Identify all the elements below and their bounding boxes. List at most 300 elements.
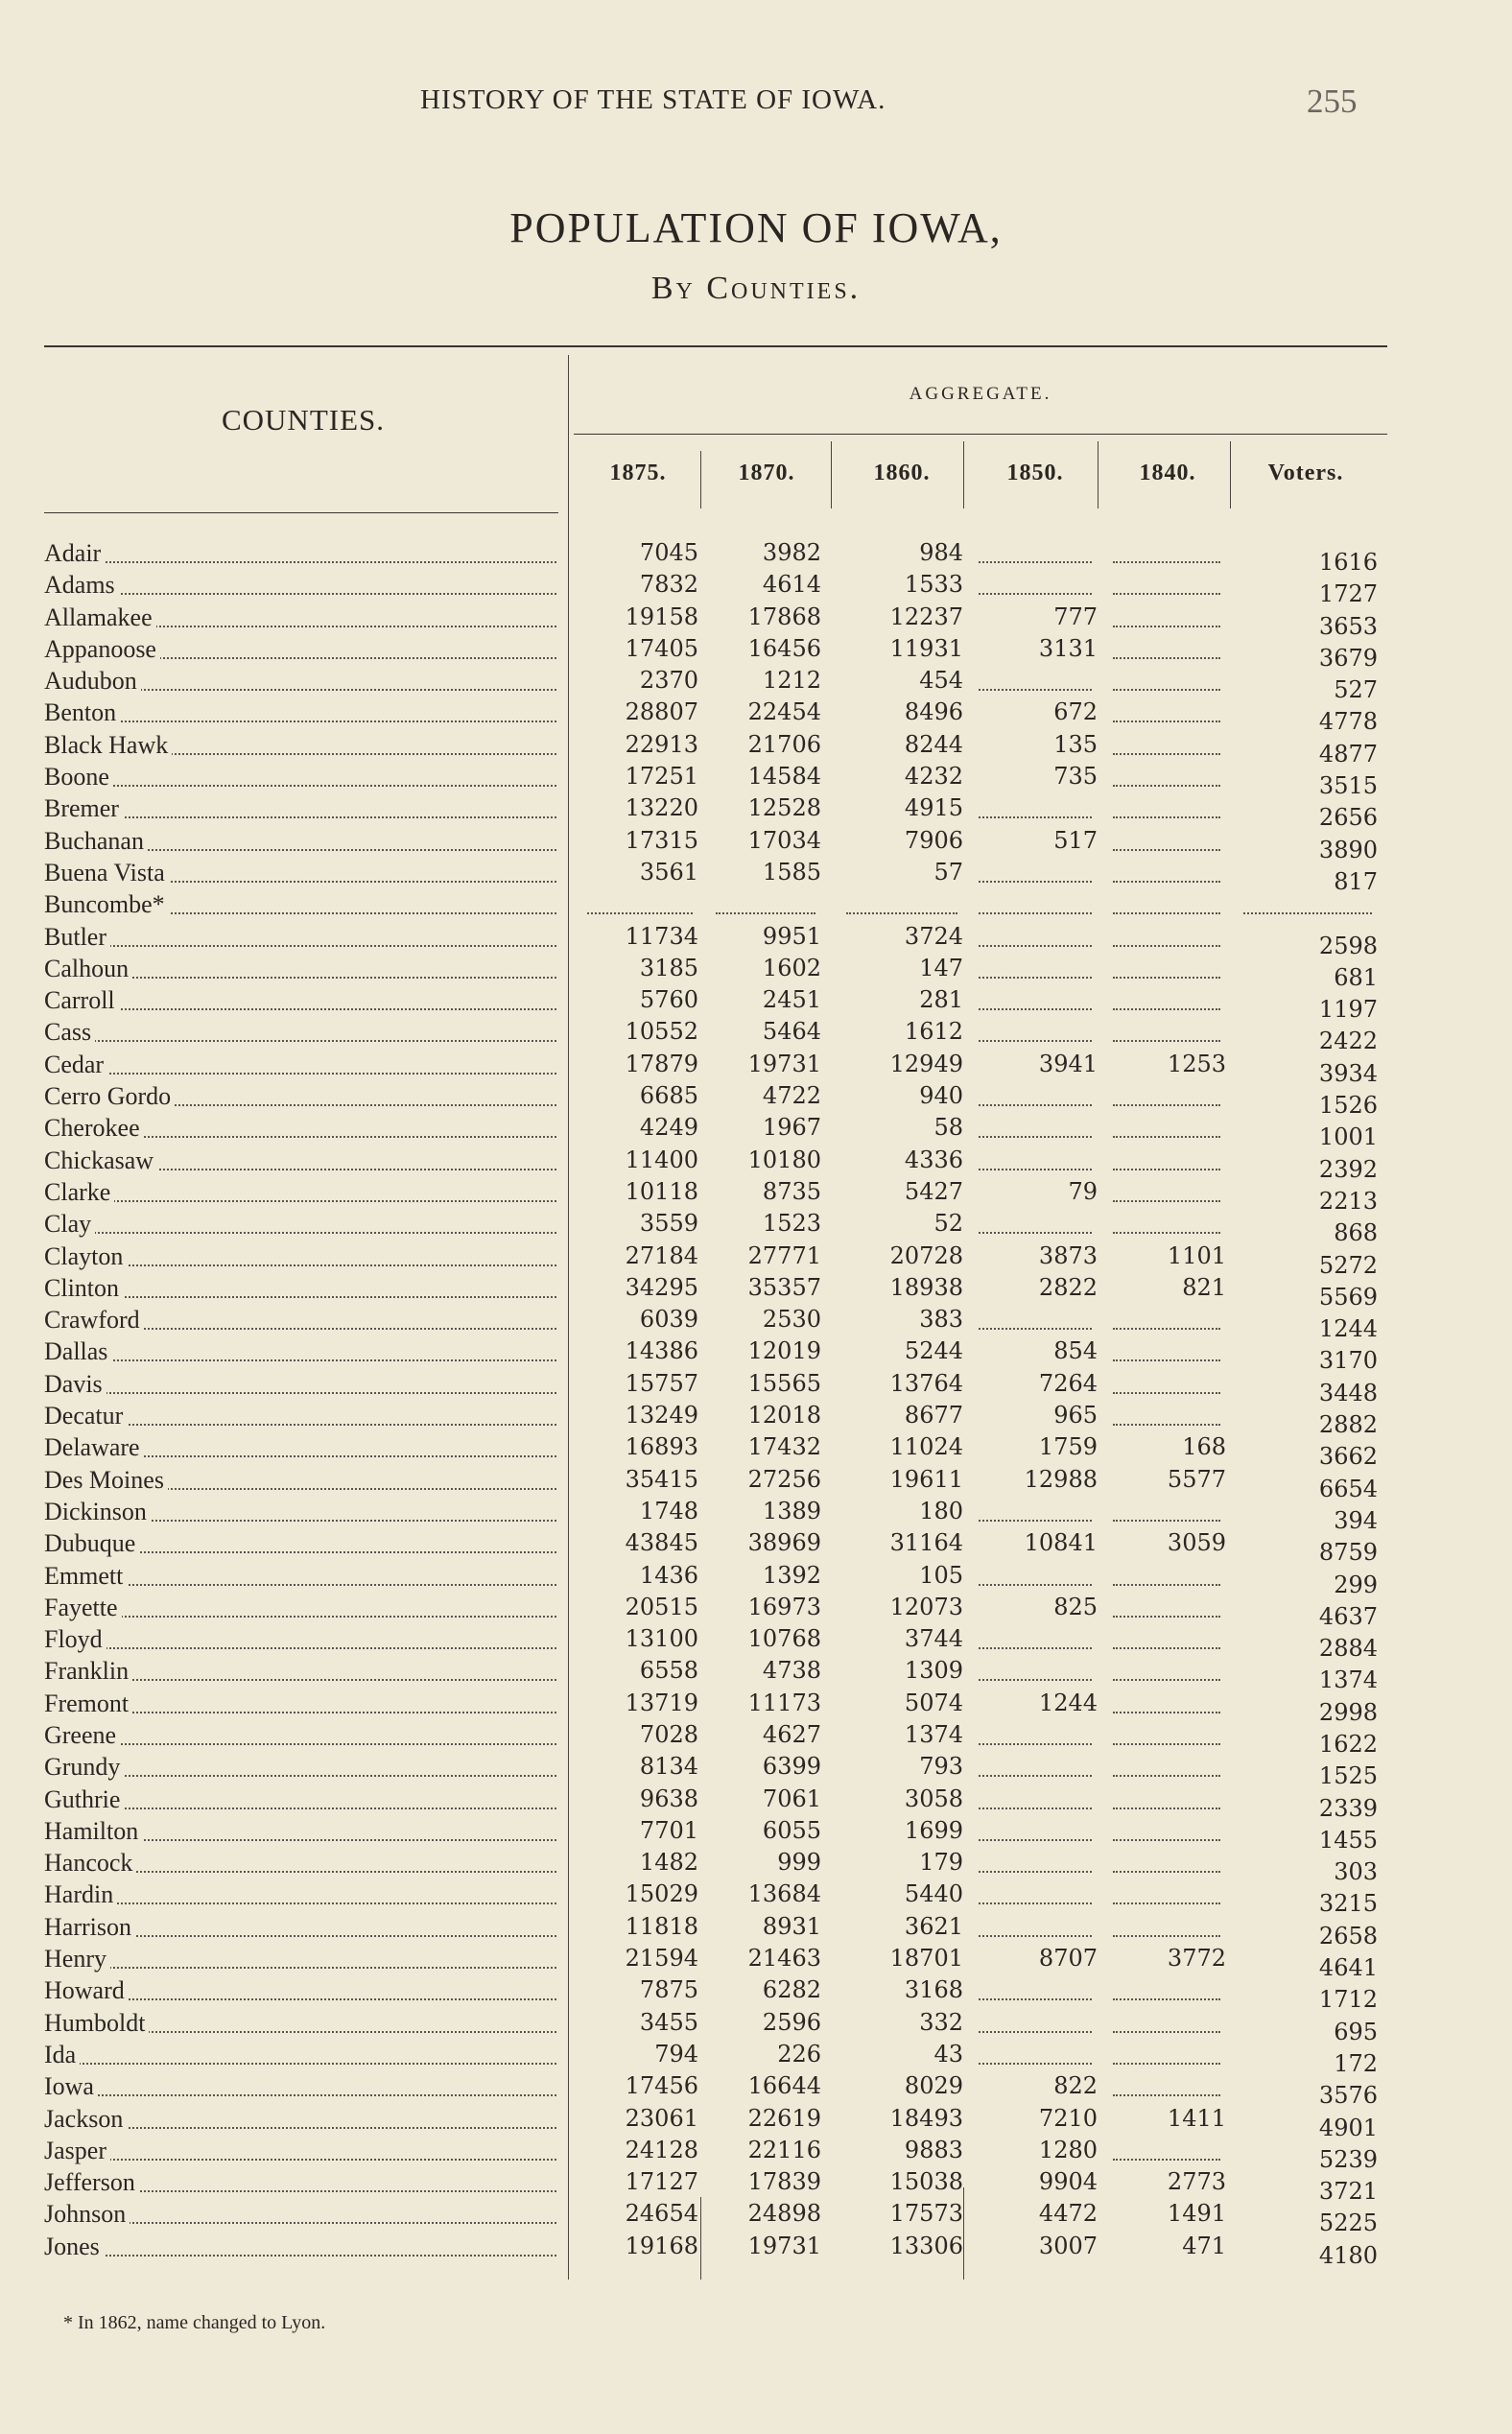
county-cell: [44, 1753, 562, 1784]
cell-voters: 1616: [1318, 549, 1378, 576]
cell-1870: 19731: [747, 1050, 821, 1077]
cell-1860: 1374: [904, 1720, 963, 1748]
cell-1860: 18493: [889, 2104, 963, 2132]
cell-1850: 135: [1053, 730, 1098, 758]
cell-1840-dotted-leader: [1103, 2009, 1226, 2041]
cell-1850-dotted-leader: [969, 794, 1098, 826]
column-divider: [1230, 441, 1231, 508]
cell-1870: 7061: [762, 1784, 821, 1812]
cell-1870: 16644: [747, 2072, 821, 2100]
county-cell: [44, 1178, 562, 1210]
cell-1875: 1748: [639, 1497, 698, 1524]
county-name: Hardin: [44, 1880, 117, 1908]
table-row: [44, 1497, 1387, 1534]
county-name: Greene: [44, 1721, 120, 1749]
table-row: [44, 667, 1387, 704]
column-header-1850: 1850.: [1006, 461, 1064, 485]
table-row: [44, 1561, 1387, 1598]
county-cell: [44, 2137, 562, 2168]
table-row: [44, 1976, 1387, 2014]
county-cell: [44, 1657, 562, 1689]
county-cell: [44, 1210, 562, 1241]
cell-1870: 35357: [747, 1273, 821, 1301]
table-row: [44, 2168, 1387, 2206]
table-row: [44, 1753, 1387, 1790]
table-row: [44, 2200, 1387, 2237]
cell-1870: 1392: [762, 1561, 821, 1589]
table-row: [44, 1720, 1387, 1758]
cell-1875: 3559: [639, 1210, 698, 1238]
cell-1870: 226: [777, 2040, 821, 2068]
cell-1860: 984: [919, 539, 963, 566]
cell-voters: 2422: [1318, 1028, 1378, 1055]
county-name: Johnson: [44, 2200, 130, 2228]
cell-1860: 31164: [889, 1529, 963, 1557]
cell-1870: 1585: [762, 858, 821, 886]
county-cell: [44, 955, 562, 986]
cell-1875: 16893: [625, 1433, 698, 1461]
cell-1850: 672: [1053, 698, 1098, 726]
aggregate-rule: [574, 434, 1387, 435]
table-row: [44, 1273, 1387, 1311]
county-name: Hamilton: [44, 1817, 142, 1845]
table-row: [44, 2008, 1387, 2045]
county-name: Buena Vista: [44, 859, 169, 886]
cell-1850-dotted-leader: [969, 1785, 1098, 1817]
cell-voters: 394: [1334, 1506, 1378, 1534]
cell-1850: 4472: [1038, 2200, 1098, 2228]
county-cell: [44, 1913, 562, 1945]
county-name: Howard: [44, 1976, 129, 2004]
county-name: Guthrie: [44, 1785, 124, 1813]
table-row: [44, 1625, 1387, 1663]
county-cell: [44, 1976, 562, 2008]
cell-1860: 18938: [889, 1273, 963, 1301]
cell-voters: 3890: [1318, 836, 1378, 863]
county-cell: [44, 1242, 562, 1274]
table-row: [44, 634, 1387, 672]
county-cell: [44, 2233, 562, 2264]
cell-1840-dotted-leader: [1103, 603, 1226, 635]
cell-1875: 17251: [625, 763, 698, 791]
cell-1850: 3941: [1038, 1050, 1098, 1077]
cell-1875: 24654: [625, 2200, 698, 2228]
county-name: Des Moines: [44, 1466, 168, 1494]
cell-1840: 1491: [1167, 2200, 1226, 2228]
cell-1860: 11931: [889, 634, 963, 662]
cell-1850: 7210: [1038, 2104, 1098, 2132]
cell-voters: 3215: [1318, 1890, 1378, 1918]
cell-1860: 5427: [904, 1177, 963, 1205]
table-row: [44, 1050, 1387, 1087]
table-row: [44, 2104, 1387, 2141]
county-cell: [44, 2200, 562, 2232]
cell-1860: 18701: [889, 1945, 963, 1973]
cell-1840-dotted-leader: [1103, 635, 1226, 667]
cell-1840-dotted-leader: [1103, 986, 1226, 1018]
county-cell: [44, 635, 562, 667]
cell-1870: 13684: [747, 1880, 821, 1908]
county-cell: [44, 539, 562, 571]
cell-1850: 777: [1053, 603, 1098, 630]
county-cell: [44, 2009, 562, 2041]
cell-1850: 3131: [1038, 634, 1098, 662]
cell-voters: 3679: [1318, 644, 1378, 672]
county-name: Allamakee: [44, 603, 156, 631]
cell-1875: 22913: [625, 730, 698, 758]
cell-1850: 79: [1068, 1177, 1098, 1205]
cell-1850-dotted-leader: [969, 1146, 1098, 1178]
cell-1840-dotted-leader: [1103, 763, 1226, 794]
table-row: [44, 1880, 1387, 1918]
county-cell: [44, 1562, 562, 1594]
cell-1850-dotted-leader: [969, 1913, 1098, 1945]
cell-1870: 10180: [747, 1146, 821, 1173]
county-name: Adams: [44, 571, 119, 599]
cell-1875: 43845: [625, 1529, 698, 1557]
county-name: Adair: [44, 539, 105, 567]
cell-1875: 3561: [639, 858, 698, 886]
cell-1860: 147: [919, 954, 963, 981]
cell-1870: 9951: [762, 922, 821, 950]
cell-1840: 3772: [1167, 1945, 1226, 1973]
cell-1840-dotted-leader: [1103, 1721, 1226, 1753]
cell-1850-dotted-leader: [969, 1753, 1098, 1784]
cell-voters: 2392: [1318, 1155, 1378, 1183]
cell-voters: 1001: [1318, 1123, 1378, 1151]
county-name: Decatur: [44, 1402, 127, 1430]
table-row: [44, 1593, 1387, 1630]
cell-1875: 10552: [625, 1018, 698, 1046]
county-cell: [44, 1785, 562, 1817]
cell-voters: 681: [1334, 963, 1378, 991]
cell-1860: 332: [919, 2008, 963, 2036]
county-cell: [44, 1466, 562, 1498]
cell-1860: 8244: [904, 730, 963, 758]
cell-1850: 1280: [1038, 2136, 1098, 2163]
cell-1860: 1699: [904, 1816, 963, 1844]
cell-1850: 3007: [1038, 2232, 1098, 2259]
county-cell: [44, 1721, 562, 1753]
cell-1870: 8735: [762, 1177, 821, 1205]
county-name: Jackson: [44, 2105, 127, 2133]
table-row: [44, 1146, 1387, 1183]
table-row: [44, 1784, 1387, 1822]
county-name: Clayton: [44, 1242, 127, 1270]
county-cell: [44, 890, 562, 922]
column-header-1875: 1875.: [609, 461, 667, 485]
cell-1840-dotted-leader: [1103, 1562, 1226, 1594]
cell-1875: 13100: [625, 1625, 698, 1653]
cell-1850-dotted-leader: [969, 890, 1098, 922]
table-row: [44, 954, 1387, 991]
county-name: Emmett: [44, 1562, 127, 1590]
column-header-1840: 1840.: [1139, 461, 1196, 485]
cell-1850: 965: [1053, 1402, 1098, 1430]
cell-1870: 10768: [747, 1625, 821, 1653]
page-subtitle: By Counties.: [650, 271, 862, 306]
county-cell: [44, 1817, 562, 1849]
cell-1840-dotted-leader: [1103, 1849, 1226, 1880]
county-name: Ida: [44, 2041, 80, 2068]
cell-1875: 28807: [625, 698, 698, 726]
county-name: Audubon: [44, 667, 141, 695]
cell-1870: 1967: [762, 1114, 821, 1142]
cell-1840-dotted-leader: [1103, 1337, 1226, 1369]
cell-1850-dotted-leader: [969, 1849, 1098, 1880]
cell-1870: 4722: [762, 1082, 821, 1110]
cell-1840: 1253: [1167, 1050, 1226, 1077]
cell-1850: 10841: [1024, 1529, 1098, 1557]
cell-1840-dotted-leader: [1103, 1082, 1226, 1114]
cell-voters: 4637: [1318, 1602, 1378, 1630]
county-cell: [44, 1402, 562, 1433]
cell-1860: 3621: [904, 1912, 963, 1940]
cell-1860: 3744: [904, 1625, 963, 1653]
cell-1840-dotted-leader: [1103, 731, 1226, 763]
cell-1870: 19731: [747, 2232, 821, 2259]
cell-1850: 825: [1053, 1593, 1098, 1620]
table-row: [44, 1816, 1387, 1854]
table-row: [44, 571, 1387, 608]
cell-1840-dotted-leader: [1103, 1498, 1226, 1529]
cell-1875: 7875: [639, 1976, 698, 2004]
cell-1850-dotted-leader: [969, 1210, 1098, 1241]
county-name: Jasper: [44, 2137, 110, 2164]
county-cell: [44, 1594, 562, 1625]
cell-1850-dotted-leader: [969, 923, 1098, 955]
table-row: [44, 2040, 1387, 2077]
county-cell: [44, 859, 562, 890]
cell-1840-dotted-leader: [1103, 1402, 1226, 1433]
cell-1850-dotted-leader: [969, 859, 1098, 890]
cell-1860: 3168: [904, 1976, 963, 2004]
table-row: [44, 1177, 1387, 1215]
table-row: [44, 1306, 1387, 1343]
cell-1875: 7701: [639, 1816, 698, 1844]
table-row: [44, 1433, 1387, 1471]
cell-1875: 1482: [639, 1849, 698, 1877]
cell-1870: 16973: [747, 1593, 821, 1620]
cell-1860: 1612: [904, 1018, 963, 1046]
county-name: Dubuque: [44, 1529, 139, 1557]
cell-1870: 6282: [762, 1976, 821, 2004]
cell-1875: 2370: [639, 667, 698, 695]
table-row: [44, 1689, 1387, 1726]
cell-1860: 5074: [904, 1689, 963, 1716]
table-row: [44, 539, 1387, 576]
cell-1860: 17573: [889, 2200, 963, 2228]
column-divider: [1098, 441, 1099, 508]
county-name: Jones: [44, 2233, 104, 2260]
cell-voters: 2213: [1318, 1187, 1378, 1215]
cell-1840-dotted-leader: [1103, 794, 1226, 826]
cell-1850-dotted-leader: [969, 1880, 1098, 1912]
cell-1840-dotted-leader: [1103, 2041, 1226, 2072]
county-cell: [44, 1880, 562, 1912]
cell-1860: 3724: [904, 922, 963, 950]
column-divider: [831, 441, 832, 508]
cell-1870: 1389: [762, 1497, 821, 1524]
column-header-1870: 1870.: [738, 461, 795, 485]
cell-voters: 6654: [1318, 1475, 1378, 1502]
county-cell: [44, 827, 562, 859]
county-cell: [44, 1433, 562, 1465]
cell-1860: 43: [933, 2040, 963, 2068]
cell-1875: 15757: [625, 1369, 698, 1397]
cell-1860: 13306: [889, 2232, 963, 2259]
cell-1875: 19158: [625, 603, 698, 630]
cell-1840-dotted-leader: [1103, 1625, 1226, 1657]
table-row: [44, 1114, 1387, 1151]
cell-1870: 38969: [747, 1529, 821, 1557]
county-name: Cedar: [44, 1051, 107, 1078]
table-row: [44, 1018, 1387, 1055]
cell-1840-dotted-leader: [1103, 1880, 1226, 1912]
column-divider: [700, 451, 701, 508]
cell-1840-dotted-leader: [1103, 890, 1226, 922]
county-name: Buchanan: [44, 827, 148, 855]
cell-1875: 35415: [625, 1465, 698, 1493]
cell-voters: 2998: [1318, 1698, 1378, 1726]
cell-1875: 4249: [639, 1114, 698, 1142]
cell-voters: 2598: [1318, 932, 1378, 959]
cell-1840-dotted-leader: [1103, 1785, 1226, 1817]
cell-voters: 1455: [1318, 1826, 1378, 1854]
cell-voters: 2884: [1318, 1635, 1378, 1663]
cell-1875: 20515: [625, 1593, 698, 1620]
cell-1875: 11734: [625, 922, 698, 950]
cell-1875: 9638: [639, 1784, 698, 1812]
cell-1860: 8496: [904, 698, 963, 726]
cell-1875: 14386: [625, 1337, 698, 1365]
cell-1850-dotted-leader: [969, 1082, 1098, 1114]
county-name: Jefferson: [44, 2168, 139, 2196]
cell-voters: 2658: [1318, 1922, 1378, 1950]
county-cell: [44, 794, 562, 826]
cell-1850-dotted-leader: [969, 1306, 1098, 1337]
cell-1850-dotted-leader: [969, 1114, 1098, 1146]
cell-1860: 12237: [889, 603, 963, 630]
cell-1860: 940: [919, 1082, 963, 1110]
cell-voters: 2882: [1318, 1411, 1378, 1439]
cell-voters: 1727: [1318, 580, 1378, 608]
cell-1840-dotted-leader: [1103, 1114, 1226, 1146]
footnote: * In 1862, name changed to Lyon.: [63, 2312, 326, 2333]
county-name: Clay: [44, 1210, 95, 1238]
cell-voters: 5569: [1318, 1283, 1378, 1311]
cell-1840: 168: [1182, 1433, 1226, 1461]
county-cell: [44, 1529, 562, 1561]
county-name: Clarke: [44, 1178, 114, 1206]
cell-1875: 23061: [625, 2104, 698, 2132]
cell-1850: 9904: [1038, 2168, 1098, 2196]
county-name: Henry: [44, 1945, 110, 1973]
cell-1850: 1759: [1038, 1433, 1098, 1461]
cell-1840-dotted-leader: [1103, 1210, 1226, 1241]
cell-1870: 21463: [747, 1945, 821, 1973]
cell-1850-dotted-leader: [969, 571, 1098, 603]
cell-1875: 34295: [625, 1273, 698, 1301]
table-row: [44, 603, 1387, 640]
table-row: [44, 1210, 1387, 1247]
cell-1870: 15565: [747, 1369, 821, 1397]
cell-voters: 527: [1334, 676, 1378, 704]
cell-1860: 11024: [889, 1433, 963, 1461]
cell-1850-dotted-leader: [969, 1498, 1098, 1529]
cell-voters: 1244: [1318, 1315, 1378, 1343]
cell-1840-dotted-leader: [1103, 923, 1226, 955]
cell-1840: 5577: [1167, 1465, 1226, 1493]
cell-1860: 52: [933, 1210, 963, 1238]
county-cell: [44, 1498, 562, 1529]
cell-1870: 17839: [747, 2168, 821, 2196]
county-cell: [44, 1082, 562, 1114]
county-cell: [44, 2105, 562, 2137]
cell-1870: 4627: [762, 1720, 821, 1748]
cell-1860: 5440: [904, 1880, 963, 1908]
table-row: [44, 763, 1387, 800]
cell-1850: 2822: [1038, 1273, 1098, 1301]
cell-1850: 854: [1053, 1337, 1098, 1365]
cell-voters: 5239: [1318, 2145, 1378, 2173]
cell-1870: 21706: [747, 730, 821, 758]
cell-voters: 3170: [1318, 1347, 1378, 1375]
county-name: Harrison: [44, 1913, 135, 1941]
cell-1860: 9883: [904, 2136, 963, 2163]
table-row: [44, 922, 1387, 959]
cell-1850: 822: [1053, 2072, 1098, 2100]
cell-1840-dotted-leader: [1103, 571, 1226, 603]
cell-1870: 16456: [747, 634, 821, 662]
cell-1870: 6055: [762, 1816, 821, 1844]
cell-1850-dotted-leader: [969, 1976, 1098, 2008]
county-name: Cass: [44, 1018, 95, 1046]
cell-1840-dotted-leader: [1103, 2137, 1226, 2168]
cell-1860: 58: [933, 1114, 963, 1142]
cell-1875: 17405: [625, 634, 698, 662]
cell-voters: 4180: [1318, 2241, 1378, 2269]
table-row: [44, 730, 1387, 768]
cell-1860: 4915: [904, 794, 963, 822]
county-name: Iowa: [44, 2072, 98, 2100]
cell-1870: 5464: [762, 1018, 821, 1046]
cell-1870: 27256: [747, 1465, 821, 1493]
cell-voters: 299: [1334, 1571, 1378, 1598]
county-cell: [44, 1690, 562, 1721]
county-name: Grundy: [44, 1753, 124, 1781]
column-header-1860: 1860.: [873, 461, 931, 485]
cell-voters-dotted-leader: [1234, 890, 1378, 922]
county-name: Carroll: [44, 986, 119, 1014]
cell-1840-dotted-leader: [1103, 667, 1226, 698]
county-name: Butler: [44, 923, 110, 951]
cell-voters: 5272: [1318, 1251, 1378, 1279]
cell-1860: 1309: [904, 1657, 963, 1685]
cell-voters: 1622: [1318, 1730, 1378, 1758]
table-row: [44, 890, 1387, 922]
cell-1870: 1212: [762, 667, 821, 695]
cell-voters: 4641: [1318, 1954, 1378, 1982]
cell-1875: 6039: [639, 1306, 698, 1334]
table-row: [44, 1402, 1387, 1439]
cell-1850-dotted-leader: [969, 1817, 1098, 1849]
county-cell: [44, 1274, 562, 1306]
county-name: Dickinson: [44, 1498, 151, 1525]
county-cell: [44, 1625, 562, 1657]
cell-1860: 4336: [904, 1146, 963, 1173]
table-row: [44, 858, 1387, 895]
